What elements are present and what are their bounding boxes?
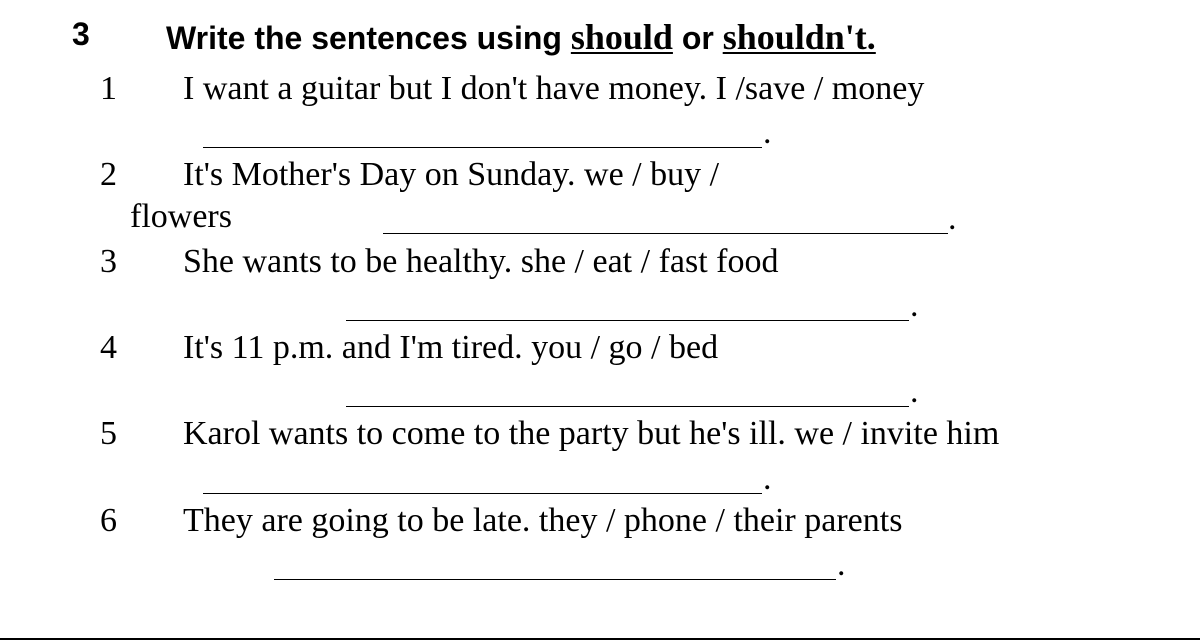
- item-5-prompt: Karol wants to come to the party but he's ill. we / invite him: [183, 415, 1000, 452]
- keyword-shouldnt: shouldn't.: [722, 17, 876, 57]
- exercise-number: 3: [72, 16, 90, 52]
- item-2-continuation: flowers: [130, 198, 232, 235]
- item-1-number: 1: [100, 70, 117, 107]
- item-6-prompt: They are going to be late. they / phone / their parents: [183, 502, 903, 539]
- item-6-answer-blank[interactable]: [274, 579, 836, 580]
- item-1-answer-blank[interactable]: [203, 147, 762, 148]
- item-5-number: 5: [100, 415, 117, 452]
- item-6-number: 6: [100, 502, 117, 539]
- item-2-answer-blank[interactable]: [383, 233, 948, 234]
- item-4-answer-blank[interactable]: [346, 406, 909, 407]
- item-1-prompt: I want a guitar but I don't have money. I /save / money: [183, 70, 925, 107]
- item-4-prompt: It's 11 p.m. and I'm tired. you / go / bed: [183, 329, 719, 366]
- item-3-answer-blank[interactable]: [346, 320, 909, 321]
- bottom-divider: [0, 638, 1200, 640]
- item-3-period: .: [910, 287, 919, 324]
- item-2-number: 2: [100, 156, 117, 193]
- title-prefix: Write the sentences using: [166, 20, 571, 56]
- title-connector: or: [672, 20, 723, 56]
- item-4-number: 4: [100, 329, 117, 366]
- item-5-answer-blank[interactable]: [203, 493, 762, 494]
- item-1-period: .: [763, 114, 772, 151]
- keyword-should: should: [570, 17, 673, 57]
- item-6-period: .: [837, 546, 846, 583]
- exercise-title: [166, 16, 876, 58]
- item-4-period: .: [910, 373, 919, 410]
- item-3-number: 3: [100, 243, 117, 280]
- item-5-period: .: [763, 460, 772, 497]
- item-3-prompt: She wants to be healthy. she / eat / fast food: [183, 243, 779, 280]
- item-2-period: .: [948, 200, 957, 237]
- item-2-prompt: It's Mother's Day on Sunday. we / buy /: [183, 156, 720, 193]
